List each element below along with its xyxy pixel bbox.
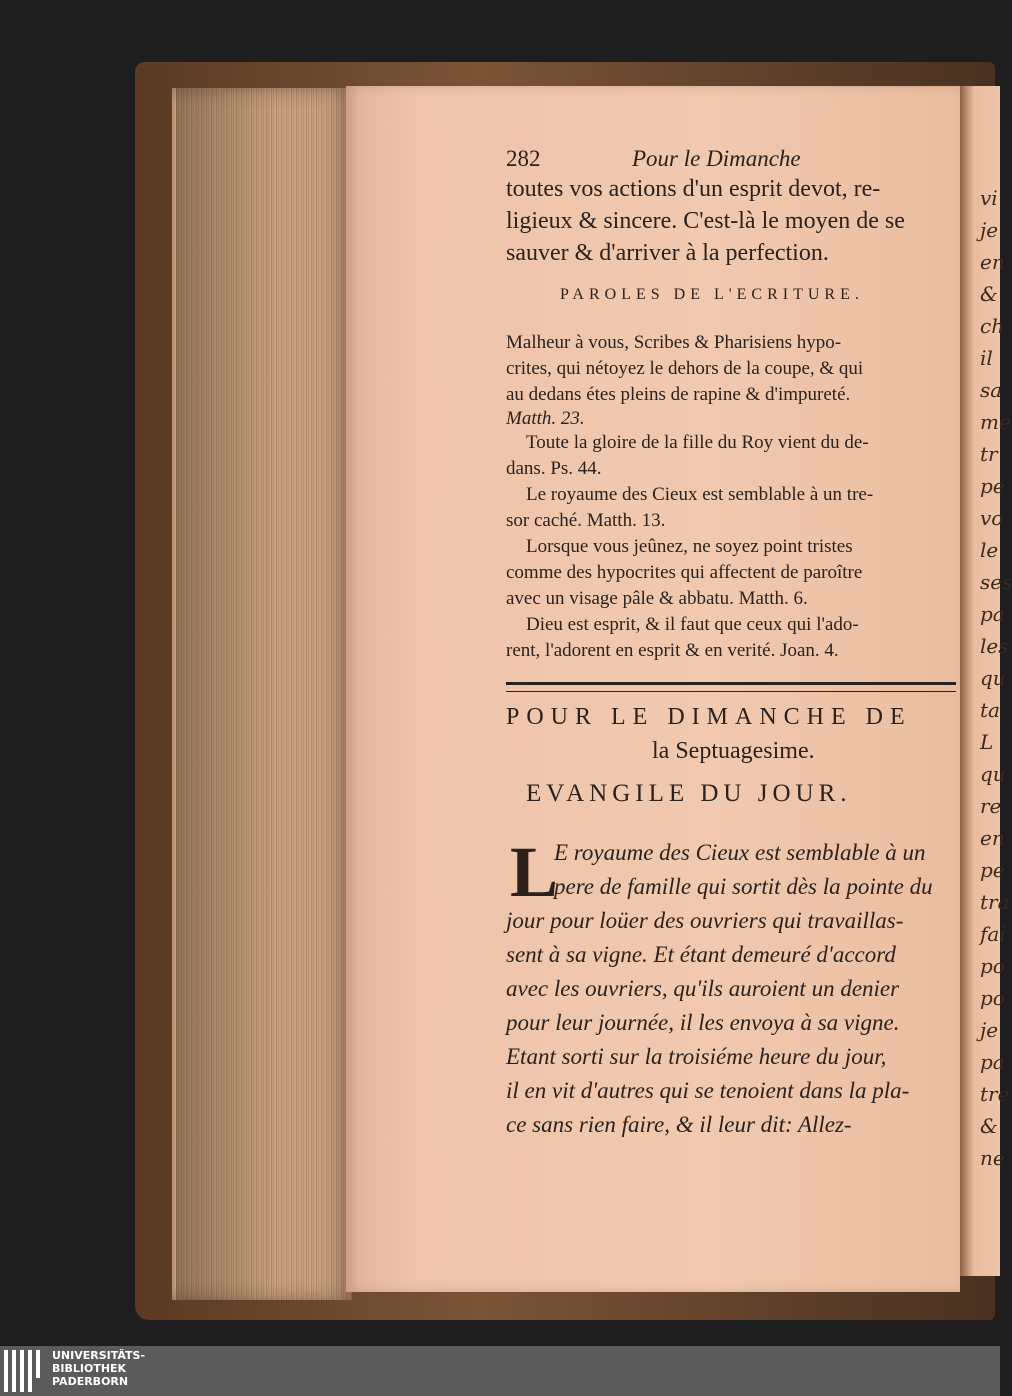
right-page-fragment: & (980, 1114, 998, 1138)
running-title: Pour le Dimanche (632, 146, 801, 171)
right-page-edge (960, 86, 1012, 1276)
right-page-fragment: tr (980, 442, 998, 466)
right-page-fragment: re (980, 794, 1002, 818)
library-name-line: UNIVERSITÄTS- (52, 1349, 146, 1362)
page-number: 282 (506, 146, 541, 171)
right-page-fragment: le (980, 538, 999, 562)
right-page-fragment: pe (980, 474, 1005, 498)
library-name-line: BIBLIOTHEK (52, 1362, 127, 1375)
right-page-fragment: sa (980, 378, 1003, 402)
right-page-fragment: qu (980, 762, 1006, 786)
library-logo-icon (4, 1350, 46, 1392)
quote-line: Le royaume des Cieux est semblable à un tre- (526, 484, 874, 505)
quote-line: rent, l'adorent en esprit & en verité. Joan. 4. (506, 640, 839, 661)
right-page-fragment: il (980, 346, 993, 370)
quote-line: au dedans étes pleins de rapine & d'impureté. (506, 384, 851, 405)
right-page-fragment: ne (980, 1146, 1005, 1170)
right-page-fragment: tre (980, 1082, 1010, 1106)
right-page-fragment: po (980, 986, 1005, 1010)
right-page-fragment: je (980, 1018, 999, 1042)
library-name (52, 1349, 145, 1388)
right-page-fragment: vo (980, 506, 1004, 530)
quote-line: crites, qui nétoyez le dehors de la coupe, & qui (506, 358, 864, 379)
gospel-line: jour pour loüer des ouvriers qui travaillas- (506, 908, 904, 933)
quote-line: comme des hypocrites qui affectent de paroître (506, 562, 863, 583)
body-line: sauver & d'arriver à la perfection. (506, 240, 829, 266)
right-page-fragment: ch (980, 314, 1005, 338)
chapter-heading: POUR LE DIMANCHE DE (506, 704, 912, 730)
gospel-line: sent à sa vigne. Et étant demeuré d'accord (506, 942, 896, 967)
right-page-fragment: po (980, 954, 1005, 978)
evangile-heading: EVANGILE DU JOUR. (526, 780, 852, 807)
quote-line: Dieu est esprit, & il faut que ceux qui l'ado- (526, 614, 859, 635)
body-line: toutes vos actions d'un esprit devot, re- (506, 176, 881, 202)
right-page-fragment: les (980, 634, 1009, 658)
right-page-fragment: pe (980, 858, 1005, 882)
right-page-fragment: & (980, 282, 998, 306)
quote-line: Malheur à vous, Scribes & Pharisiens hypo- (506, 332, 842, 353)
right-page-fragment: tra (980, 890, 1010, 914)
right-page-fragment: ses (980, 570, 1012, 594)
right-page-fragment: qu (980, 666, 1006, 690)
right-page-fragment: fai (980, 922, 1006, 946)
gospel-line: ce sans rien faire, & il leur dit: Allez- (506, 1112, 852, 1137)
right-page-fragment: en (980, 250, 1005, 274)
running-head (506, 146, 956, 176)
gospel-line: pere de famille qui sortit dès la pointe du (554, 874, 933, 899)
right-page-fragment: ta (980, 698, 1000, 722)
right-page-fragment: je (980, 218, 999, 242)
quote-line: sor caché. Matth. 13. (506, 510, 666, 531)
section-divider (506, 682, 956, 692)
right-page-fragment: pa (980, 602, 1005, 626)
page-block-shadow (176, 88, 276, 1300)
gospel-line: E royaume des Cieux est semblable à un (554, 840, 926, 865)
quote-reference: Matth. 23. (506, 408, 585, 429)
library-name-line: PADERBORN (52, 1375, 129, 1388)
quote-line: Lorsque vous jeûnez, ne soyez point tristes (526, 536, 853, 557)
section-heading: PAROLES DE L'ECRITURE. (560, 286, 864, 303)
gospel-line: il en vit d'autres qui se tenoient dans la pla- (506, 1078, 910, 1103)
chapter-subheading: la Septuagesime. (652, 738, 815, 764)
quote-line: Toute la gloire de la fille du Roy vient du de- (526, 432, 869, 453)
library-footer (0, 1346, 1000, 1396)
right-page-fragment: me (980, 410, 1011, 434)
gospel-line: Etant sorti sur la troisiéme heure du jour, (506, 1044, 887, 1069)
right-page-fragment: vi (980, 186, 998, 210)
quote-line: avec un visage pâle & abbatu. Matth. 6. (506, 588, 808, 609)
right-page-fragment: L (980, 730, 994, 754)
gospel-line: pour leur journée, il les envoya à sa vigne. (506, 1010, 900, 1035)
body-line: ligieux & sincere. C'est-là le moyen de se (506, 208, 905, 234)
right-page-fragment: pa (980, 1050, 1005, 1074)
quote-line: dans. Ps. 44. (506, 458, 602, 479)
gospel-line: avec les ouvriers, qu'ils auroient un denier (506, 976, 900, 1001)
drop-cap: L (510, 832, 559, 912)
right-page-fragment: en (980, 826, 1005, 850)
